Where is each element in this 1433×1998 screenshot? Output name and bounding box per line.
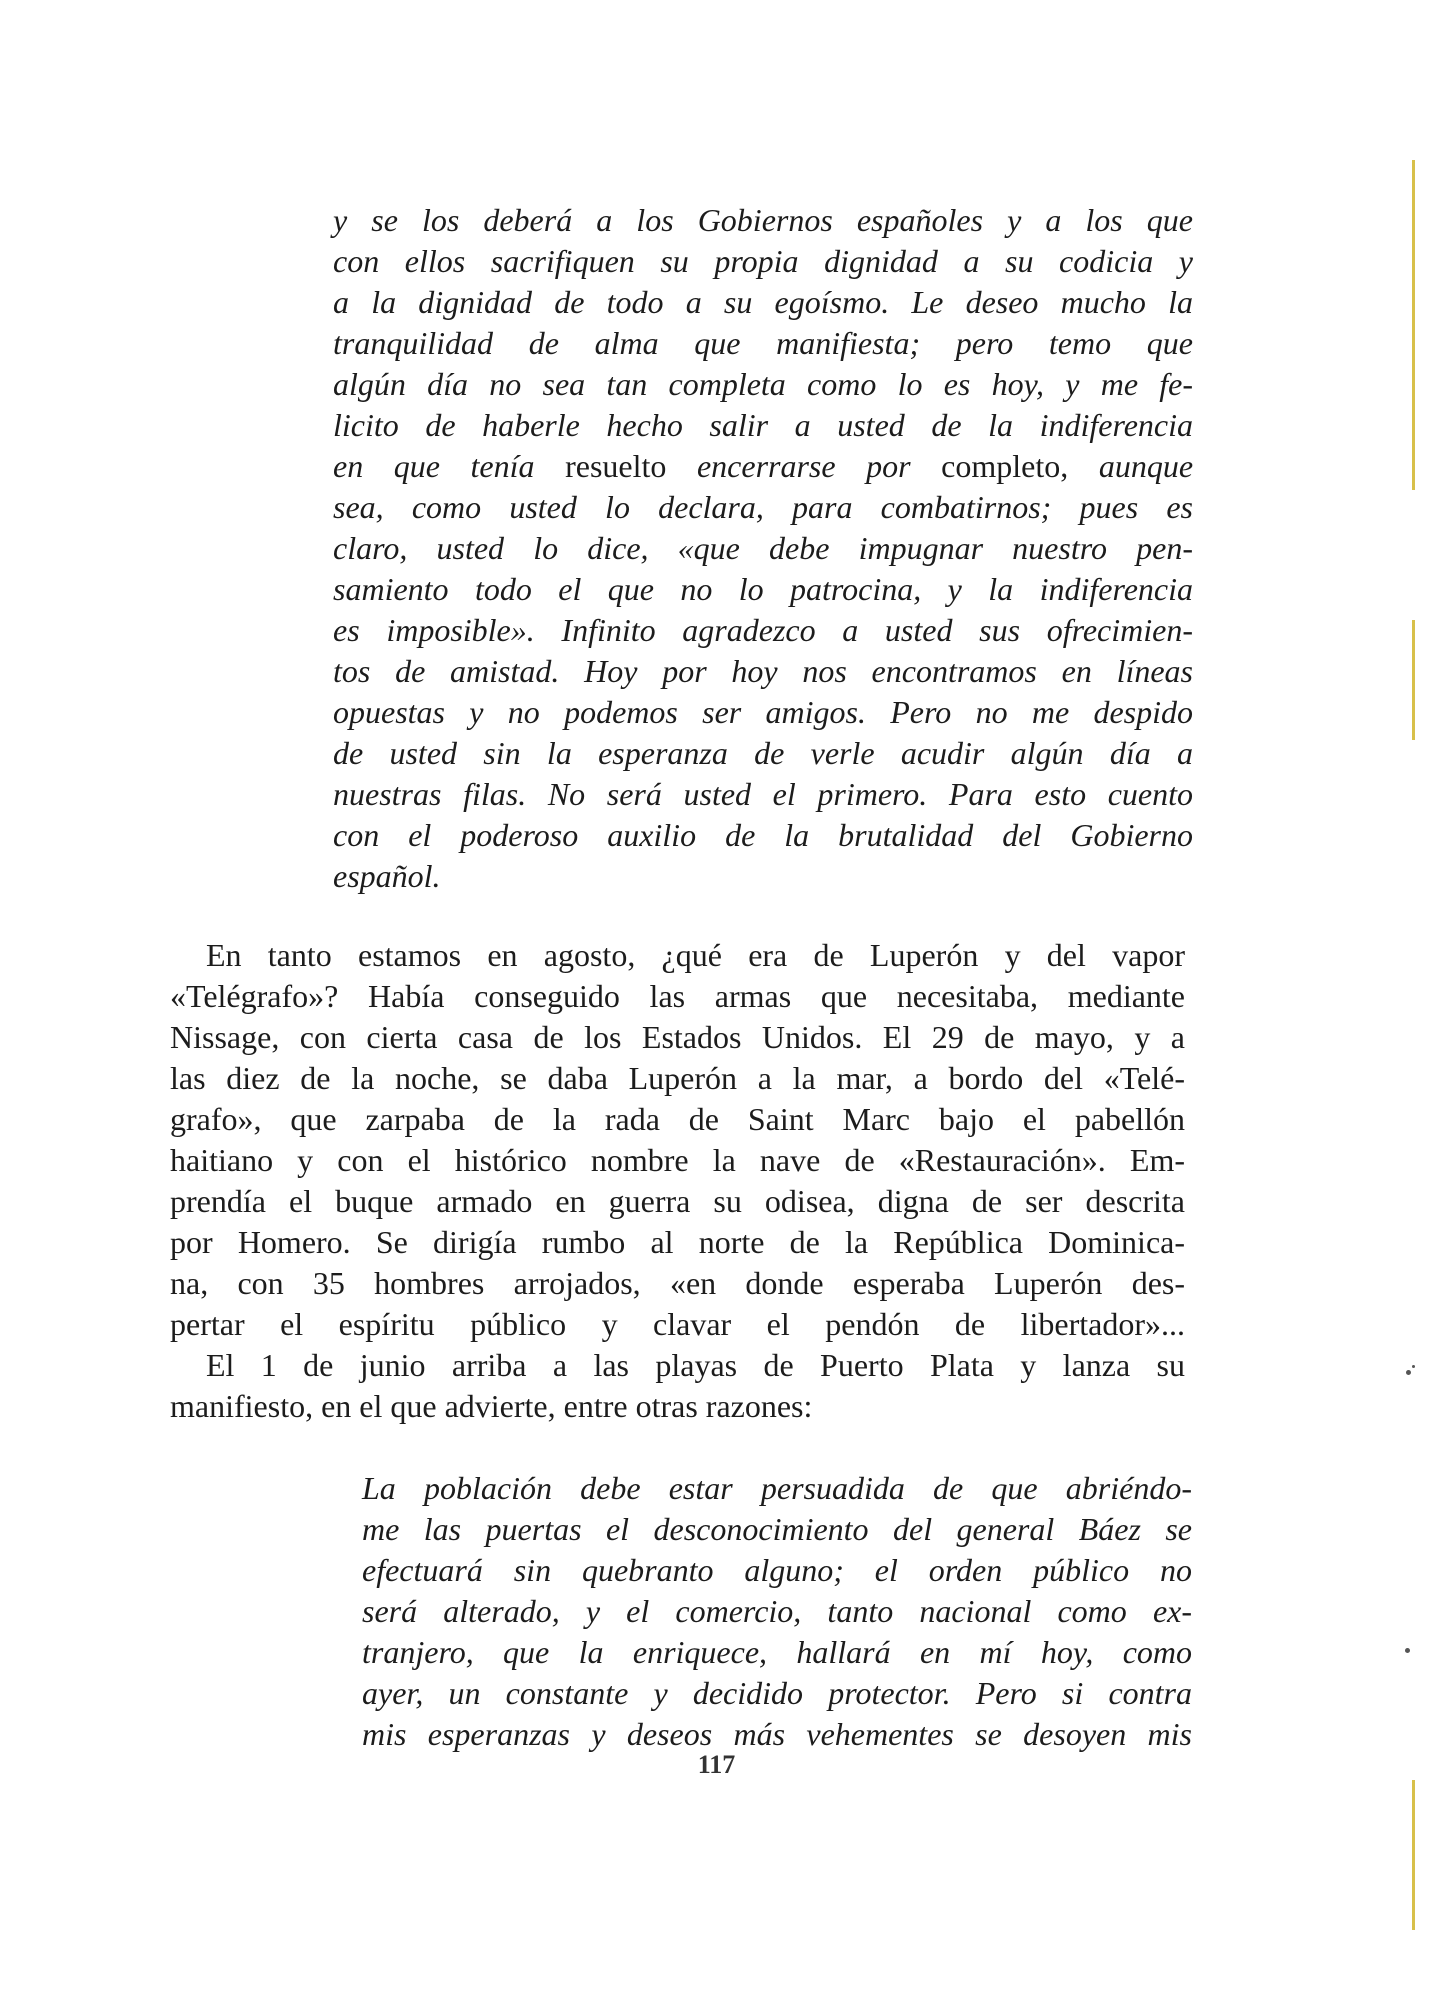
- page-edge-mark: [1412, 160, 1415, 490]
- page-edge-mark: [1412, 1780, 1415, 1930]
- body-line: haitiano y con el histórico nombre la nave de «Restauración». Em-: [170, 1142, 1185, 1178]
- page-edge-mark: [1412, 620, 1415, 740]
- body-line: por Homero. Se dirigía rumbo al norte de la República Dominica-: [170, 1224, 1185, 1260]
- quote-text-roman: completo,: [941, 448, 1069, 484]
- quote-line: y se los deberá a los Gobiernos españoles y a los que: [333, 202, 1193, 238]
- quote-line: samiento todo el que no lo patrocina, y la indiferencia: [333, 571, 1193, 607]
- quote-line: con el poderoso auxilio de la brutalidad del Gobierno: [333, 817, 1193, 853]
- page-number: 117: [697, 1750, 736, 1779]
- quote-line: tos de amistad. Hoy por hoy nos encontramos en líneas: [333, 653, 1193, 689]
- quote-text-roman: resuelto: [565, 448, 667, 484]
- quote-line: tranquilidad de alma que manifiesta; pero temo que: [333, 325, 1193, 361]
- quote-line: [333, 446, 1193, 487]
- block-quote-top: [333, 200, 1193, 897]
- body-line: grafo», que zarpaba de la rada de Saint Marc bajo el pabellón: [170, 1101, 1185, 1137]
- body-line: En tanto estamos en agosto, ¿qué era de Luperón y del vapor: [206, 937, 1185, 973]
- quote-line: licito de haberle hecho salir a usted de la indiferencia: [333, 407, 1193, 443]
- quote-line: mis esperanzas y deseos más vehementes se desoyen mis: [362, 1716, 1192, 1752]
- quote-line: algún día no sea tan completa como lo es hoy, y me fe-: [333, 366, 1193, 402]
- ink-speck: [1405, 1648, 1410, 1653]
- body-line: pertar el espíritu público y clavar el pendón de libertador»...: [170, 1306, 1185, 1342]
- quote-line: con ellos sacrifiquen su propia dignidad a su codicia y: [333, 243, 1193, 279]
- body-line: Nissage, con cierta casa de los Estados Unidos. El 29 de mayo, y a: [170, 1019, 1185, 1055]
- quote-line: me las puertas el desconocimiento del general Báez se: [362, 1511, 1192, 1547]
- quote-line: claro, usted lo dice, «que debe impugnar nuestro pen-: [333, 530, 1193, 566]
- body-line: «Telégrafo»? Había conseguido las armas que necesitaba, mediante: [170, 978, 1185, 1014]
- quote-line: ayer, un constante y decidido protector. Pero si contra: [362, 1675, 1192, 1711]
- body-line: prendía el buque armado en guerra su odisea, digna de ser descrita: [170, 1183, 1185, 1219]
- ink-speck: [1406, 1370, 1411, 1375]
- quote-line: de usted sin la esperanza de verle acudir algún día a: [333, 735, 1193, 771]
- body-line: las diez de la noche, se daba Luperón a la mar, a bordo del «Telé-: [170, 1060, 1185, 1096]
- quote-text: aunque: [1068, 448, 1194, 484]
- quote-line: sea, como usted lo declara, para combatirnos; pues es: [333, 489, 1193, 525]
- quote-line: español.: [333, 858, 441, 894]
- quote-line: a la dignidad de todo a su egoísmo. Le deseo mucho la: [333, 284, 1193, 320]
- quote-line: opuestas y no podemos ser amigos. Pero no me despido: [333, 694, 1193, 730]
- quote-line: es imposible». Infinito agradezco a usted sus ofrecimien-: [333, 612, 1193, 648]
- block-quote-bottom: [362, 1468, 1192, 1755]
- quote-text: encerrarse por: [666, 448, 942, 484]
- quote-line: efectuará sin quebranto alguno; el orden público no: [362, 1552, 1192, 1588]
- quote-text: en que tenía: [333, 448, 566, 484]
- body-line: manifiesto, en el que advierte, entre otras razones:: [170, 1388, 813, 1424]
- body-paragraphs: [170, 935, 1185, 1427]
- quote-line: tranjero, que la enriquece, hallará en mí hoy, como: [362, 1634, 1192, 1670]
- ink-speck: [1412, 1365, 1415, 1368]
- body-line: na, con 35 hombres arrojados, «en donde esperaba Luperón des-: [170, 1265, 1185, 1301]
- quote-line: La población debe estar persuadida de que abriéndo-: [362, 1470, 1192, 1506]
- body-line: El 1 de junio arriba a las playas de Puerto Plata y lanza su: [206, 1347, 1185, 1383]
- quote-line: será alterado, y el comercio, tanto nacional como ex-: [362, 1593, 1192, 1629]
- quote-line: nuestras filas. No será usted el primero. Para esto cuento: [333, 776, 1193, 812]
